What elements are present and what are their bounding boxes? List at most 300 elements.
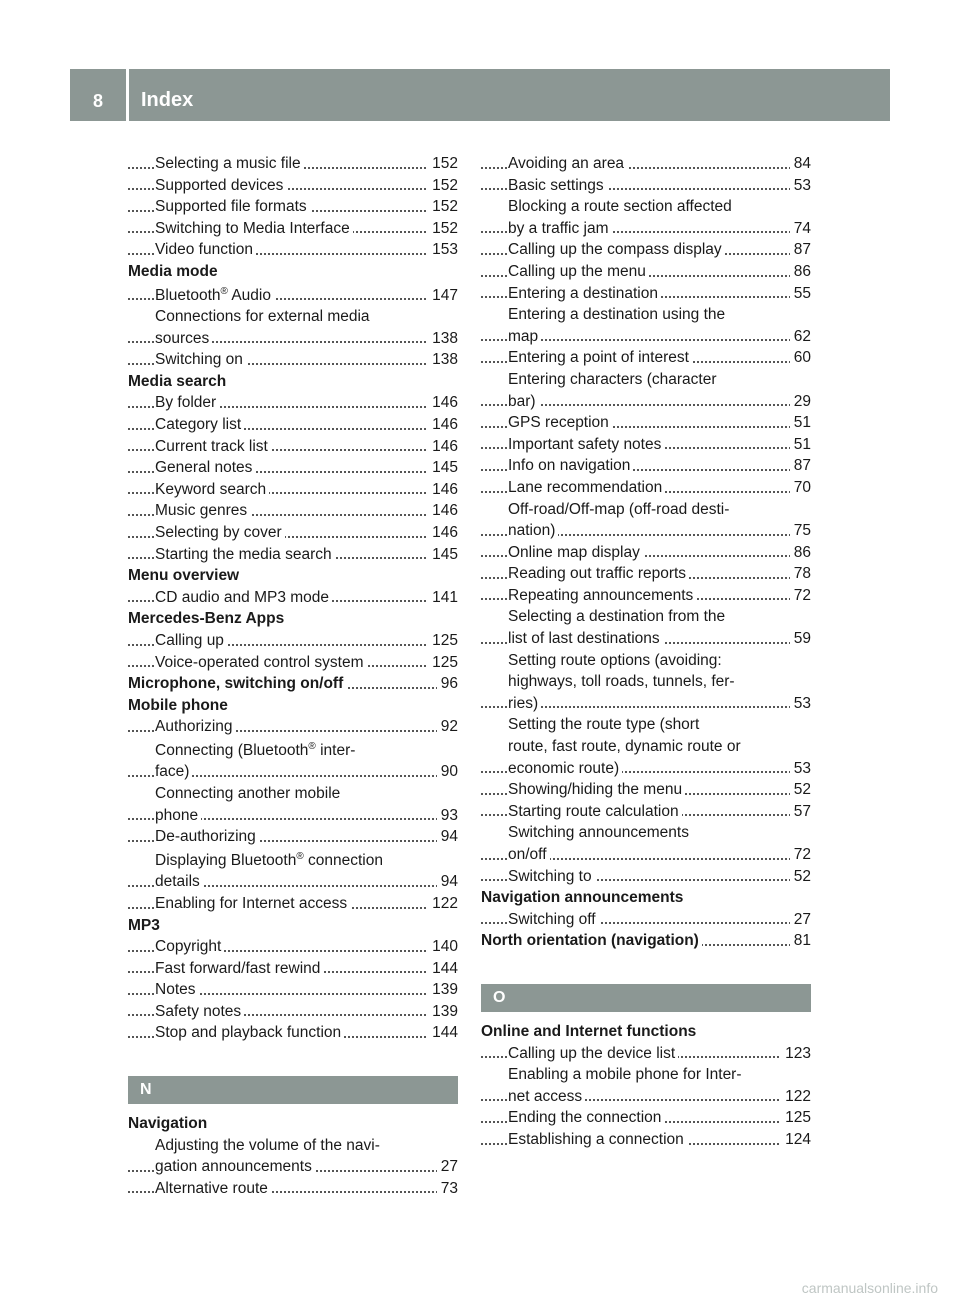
entry-label: Category list xyxy=(155,416,242,434)
section-gap xyxy=(128,1104,458,1113)
entry-text xyxy=(155,546,335,563)
index-entry[interactable] xyxy=(128,1022,458,1044)
page-ref[interactable]: 147 xyxy=(428,283,458,307)
entry-label: Adjusting the volume of the navi- xyxy=(155,1136,380,1154)
index-entry[interactable] xyxy=(128,414,458,436)
entry-text xyxy=(155,394,219,411)
entry-text xyxy=(508,1066,742,1083)
page-ref[interactable]: 138 xyxy=(428,349,458,371)
entry-text xyxy=(508,911,599,928)
page-ref[interactable]: 146 xyxy=(428,479,458,501)
entry-label: Navigation xyxy=(128,1115,208,1133)
entry-label: Enabling for Internet access xyxy=(155,894,348,912)
entry-text xyxy=(508,155,627,172)
page-ref[interactable]: 125 xyxy=(428,630,458,652)
index-entry[interactable] xyxy=(481,866,811,888)
page-ref[interactable]: 27 xyxy=(437,1156,458,1178)
page-ref[interactable]: 124 xyxy=(781,1129,811,1151)
page-ref[interactable]: 86 xyxy=(790,542,811,564)
section-gap xyxy=(481,952,811,984)
index-entry[interactable] xyxy=(481,779,811,801)
entry-label: sources xyxy=(155,329,210,347)
entry-text xyxy=(508,241,725,258)
page-ref[interactable]: 92 xyxy=(437,716,458,738)
entry-label: gation announcements xyxy=(155,1158,312,1176)
entry-text xyxy=(508,781,685,798)
entry-label: Video function xyxy=(155,241,253,259)
entry-label: Starting the media search xyxy=(155,545,332,563)
page-ref[interactable]: 75 xyxy=(790,520,811,542)
index-entry xyxy=(481,650,811,672)
page-ref[interactable]: 152 xyxy=(428,218,458,240)
index-entry[interactable] xyxy=(481,153,811,175)
entry-label: Selecting a music file xyxy=(155,155,301,172)
page-ref[interactable]: 53 xyxy=(790,175,811,197)
page-ref[interactable]: 59 xyxy=(790,628,811,650)
index-entry xyxy=(481,499,811,521)
index-entry[interactable] xyxy=(128,239,458,261)
entry-label: Setting route options (avoiding: xyxy=(508,651,722,669)
entry-label: Navigation announcements xyxy=(481,889,684,907)
index-heading xyxy=(128,915,458,937)
page-ref[interactable]: 144 xyxy=(428,1022,458,1044)
entry-label: Reading out traffic reports xyxy=(508,565,687,583)
entry-text xyxy=(508,371,716,388)
entry-text xyxy=(508,393,539,410)
page-ref[interactable]: 70 xyxy=(790,477,811,499)
index-entry[interactable] xyxy=(128,328,458,350)
index-entry[interactable] xyxy=(481,434,811,456)
entry-label: Entering a destination xyxy=(508,284,658,302)
index-entry[interactable] xyxy=(481,758,811,780)
index-entry[interactable] xyxy=(128,436,458,458)
entry-text xyxy=(155,502,250,519)
entry-text xyxy=(155,654,367,671)
watermark: carmanualsonline.info xyxy=(801,1280,938,1296)
index-entry[interactable] xyxy=(481,542,811,564)
index-heading[interactable] xyxy=(481,930,811,952)
entry-label: Entering a point of interest xyxy=(508,349,689,367)
index-entry[interactable] xyxy=(481,628,811,650)
entry-text xyxy=(155,828,259,845)
entry-text xyxy=(155,198,310,215)
entry-text xyxy=(508,738,741,755)
entry-label: Selecting a destination from the xyxy=(508,608,726,626)
entry-label: Microphone, switching on/off xyxy=(128,675,344,693)
index-entry xyxy=(481,369,811,391)
entry-text xyxy=(508,630,663,647)
entry-text xyxy=(155,459,255,476)
entry-text xyxy=(508,544,643,561)
entry-label: Authorizing xyxy=(155,718,233,736)
page-ref[interactable]: 152 xyxy=(428,153,458,175)
entry-text xyxy=(508,457,633,474)
entry-label: Calling up the menu xyxy=(508,262,646,280)
index-entry[interactable] xyxy=(128,630,458,652)
page-ref[interactable]: 86 xyxy=(790,261,811,283)
entry-label: Entering characters (character xyxy=(508,370,717,388)
page-ref[interactable]: 146 xyxy=(428,500,458,522)
page-ref[interactable]: 144 xyxy=(428,958,458,980)
page-ref[interactable]: 138 xyxy=(428,328,458,350)
entry-label: Switching on xyxy=(155,351,243,369)
index-entry xyxy=(128,738,458,762)
entry-text xyxy=(155,287,274,304)
page-ref[interactable]: 93 xyxy=(437,805,458,827)
section-gap xyxy=(481,1012,811,1021)
entry-label: bar) xyxy=(508,392,536,410)
entry-text xyxy=(508,846,550,863)
index-entry[interactable] xyxy=(128,1001,458,1023)
index-heading xyxy=(128,371,458,393)
entry-label: economic route) xyxy=(508,759,620,777)
entry-label: net access xyxy=(508,1087,583,1105)
entry-text xyxy=(508,824,689,841)
index-entry[interactable] xyxy=(128,457,458,479)
entry-text xyxy=(155,155,304,172)
entry-label: MP3 xyxy=(128,916,160,934)
page-ref[interactable]: 94 xyxy=(437,826,458,848)
entry-label: Repeating announcements xyxy=(508,586,694,604)
entry-label: map xyxy=(508,327,539,345)
registered-mark: ® xyxy=(296,850,304,862)
index-entry[interactable] xyxy=(481,477,811,499)
entry-label: Displaying Bluetooth xyxy=(155,851,297,869)
entry-text xyxy=(128,567,239,584)
header-divider xyxy=(126,69,129,121)
entry-label: Connecting (Bluetooth xyxy=(155,741,309,759)
page-ref[interactable]: 125 xyxy=(781,1107,811,1129)
index-entry xyxy=(128,848,458,872)
index-entry[interactable] xyxy=(128,196,458,218)
entry-label: Entering a destination using the xyxy=(508,306,726,324)
index-entry[interactable] xyxy=(481,391,811,413)
entry-label: Menu overview xyxy=(128,567,240,585)
page-ref[interactable]: 152 xyxy=(428,175,458,197)
entry-text xyxy=(155,895,350,912)
index-entry xyxy=(481,606,811,628)
entry-label: Copyright xyxy=(155,938,222,956)
registered-mark: ® xyxy=(220,285,228,297)
page-ref[interactable]: 72 xyxy=(790,844,811,866)
entry-text xyxy=(155,981,199,998)
index-heading xyxy=(128,608,458,630)
entry-text xyxy=(508,522,558,539)
page-ref[interactable]: 72 xyxy=(790,585,811,607)
entry-label: Calling up the compass display xyxy=(508,241,722,259)
entry-text xyxy=(155,960,323,977)
entry-text xyxy=(155,785,340,802)
index-entry[interactable] xyxy=(128,479,458,501)
entry-text xyxy=(508,263,649,280)
entry-text xyxy=(155,220,353,237)
entry-text xyxy=(128,373,226,390)
entry-label: Basic settings xyxy=(508,176,604,194)
index-entry xyxy=(128,1135,458,1157)
page-ref[interactable]: 94 xyxy=(437,871,458,893)
page-ref[interactable]: 73 xyxy=(437,1178,458,1200)
page-header xyxy=(70,69,890,121)
page-ref[interactable]: 51 xyxy=(790,412,811,434)
index-entry[interactable] xyxy=(128,958,458,980)
index-entry[interactable] xyxy=(481,1107,811,1129)
page-ref[interactable]: 87 xyxy=(790,455,811,477)
entry-label-continued: Audio xyxy=(227,286,271,304)
entry-label: Notes xyxy=(155,981,196,999)
entry-label: Showing/hiding the menu xyxy=(508,781,683,799)
entry-text xyxy=(508,760,622,777)
entry-label: Voice-operated control system xyxy=(155,653,364,671)
page-ref[interactable]: 122 xyxy=(781,1086,811,1108)
entry-label: Online map display xyxy=(508,543,640,561)
entry-label: Alternative route xyxy=(155,1179,268,1197)
page-ref[interactable]: 78 xyxy=(790,563,811,585)
page-ref[interactable]: 96 xyxy=(437,673,458,695)
entry-text xyxy=(155,330,212,347)
page-ref[interactable]: 140 xyxy=(428,936,458,958)
index-entry[interactable] xyxy=(481,585,811,607)
index-entry[interactable] xyxy=(128,871,458,893)
index-heading xyxy=(128,1113,458,1135)
entry-text xyxy=(155,351,246,368)
entry-label: Important safety notes xyxy=(508,435,662,453)
index-entry xyxy=(481,671,811,693)
entry-text xyxy=(155,524,285,541)
entry-text xyxy=(155,177,286,194)
entry-text xyxy=(508,414,612,431)
index-entry[interactable] xyxy=(481,283,811,305)
index-entry[interactable] xyxy=(128,175,458,197)
entry-label: on/off xyxy=(508,846,547,863)
entry-label: Selecting by cover xyxy=(155,524,282,541)
index-entry[interactable] xyxy=(128,716,458,738)
entry-text xyxy=(508,501,729,518)
entry-text xyxy=(155,1003,244,1020)
page-ref[interactable]: 146 xyxy=(428,436,458,458)
index-entry[interactable] xyxy=(128,652,458,674)
page-ref[interactable]: 60 xyxy=(790,347,811,369)
index-entry[interactable] xyxy=(481,563,811,585)
page-ref[interactable]: 145 xyxy=(428,457,458,479)
entry-text xyxy=(481,889,683,906)
entry-label: Lane recommendation xyxy=(508,478,663,496)
entry-text xyxy=(508,436,664,453)
page-ref[interactable]: 123 xyxy=(781,1043,811,1065)
index-entry[interactable] xyxy=(481,261,811,283)
entry-label: Online and Internet functions xyxy=(481,1022,697,1040)
entry-label: Fast forward/fast rewind xyxy=(155,959,321,977)
index-entry[interactable] xyxy=(128,979,458,1001)
index-entry[interactable] xyxy=(128,587,458,609)
page-ref[interactable]: 81 xyxy=(790,930,811,952)
index-entry[interactable] xyxy=(128,283,458,307)
index-entry[interactable] xyxy=(481,1043,811,1065)
entry-text xyxy=(508,608,725,625)
entry-text xyxy=(508,868,595,885)
index-entry[interactable] xyxy=(481,326,811,348)
index-entry[interactable] xyxy=(128,826,458,848)
entry-text xyxy=(155,938,224,955)
entry-label: Switching announcements xyxy=(508,824,689,842)
entry-text xyxy=(508,652,722,669)
index-entry[interactable] xyxy=(128,1178,458,1200)
index-entry[interactable] xyxy=(128,349,458,371)
entry-text xyxy=(508,220,612,237)
page-ref[interactable]: 53 xyxy=(790,758,811,780)
entry-label: Info on navigation xyxy=(508,457,631,475)
index-entry xyxy=(481,714,811,736)
section-gap xyxy=(128,1044,458,1076)
section-title: Index xyxy=(141,89,194,111)
entry-text xyxy=(508,479,665,496)
index-entry[interactable] xyxy=(128,153,458,175)
index-entry[interactable] xyxy=(128,805,458,827)
entry-text xyxy=(508,177,607,194)
index-heading xyxy=(481,887,811,909)
index-entry[interactable] xyxy=(481,455,811,477)
index-entry[interactable] xyxy=(128,1156,458,1178)
entry-text xyxy=(155,438,271,455)
page-ref[interactable]: 146 xyxy=(428,522,458,544)
entry-label: Setting the route type (short xyxy=(508,716,700,734)
page-ref[interactable]: 153 xyxy=(428,239,458,261)
index-entry xyxy=(481,1064,811,1086)
entry-label: GPS reception xyxy=(508,414,609,432)
page-ref[interactable]: 90 xyxy=(437,761,458,783)
entry-label: Establishing a connection xyxy=(508,1130,684,1148)
entry-label: Ending the connection xyxy=(508,1109,662,1127)
entry-label: General notes xyxy=(155,459,253,477)
index-entry xyxy=(128,783,458,805)
page-ref[interactable]: 146 xyxy=(428,392,458,414)
page-number: 8 xyxy=(92,91,103,111)
entry-label-continued: inter- xyxy=(315,741,356,759)
page-ref[interactable]: 57 xyxy=(790,801,811,823)
entry-text xyxy=(128,917,160,934)
index-entry[interactable] xyxy=(128,522,458,544)
page-ref[interactable]: 146 xyxy=(428,414,458,436)
entry-text xyxy=(155,1137,380,1154)
entry-label: Media mode xyxy=(128,262,218,280)
entry-text xyxy=(508,695,541,712)
index-entry xyxy=(481,822,811,844)
page-ref[interactable]: 53 xyxy=(790,693,811,715)
entry-text xyxy=(508,716,699,733)
page-ref[interactable]: 139 xyxy=(428,1001,458,1023)
index-heading xyxy=(128,695,458,717)
entry-text xyxy=(155,241,256,258)
entry-text xyxy=(155,807,201,824)
page-ref[interactable]: 52 xyxy=(790,779,811,801)
page-ref[interactable]: 84 xyxy=(790,153,811,175)
page-ref[interactable]: 55 xyxy=(790,283,811,305)
index-entry[interactable] xyxy=(481,520,811,542)
index-entry[interactable] xyxy=(481,218,811,240)
index-entry[interactable] xyxy=(128,761,458,783)
index-entry[interactable] xyxy=(481,844,811,866)
index-entry[interactable] xyxy=(128,500,458,522)
index-entry[interactable] xyxy=(481,801,811,823)
entry-label: route, fast route, dynamic route or xyxy=(508,738,741,756)
page-ref[interactable]: 145 xyxy=(428,544,458,566)
entry-text xyxy=(128,697,228,714)
index-entry[interactable] xyxy=(128,218,458,240)
entry-text xyxy=(508,1109,664,1126)
index-heading[interactable] xyxy=(128,673,458,695)
page-ref[interactable]: 51 xyxy=(790,434,811,456)
index-entry[interactable] xyxy=(481,175,811,197)
index-entry[interactable] xyxy=(128,544,458,566)
index-column-right xyxy=(481,153,811,1151)
index-entry[interactable] xyxy=(481,693,811,715)
entry-label: nation) xyxy=(508,522,556,540)
entry-label: Mercedes-Benz Apps xyxy=(128,610,285,628)
index-entry[interactable] xyxy=(481,347,811,369)
page-ref[interactable]: 139 xyxy=(428,979,458,1001)
entry-label: face) xyxy=(155,763,190,781)
entry-label: Keyword search xyxy=(155,480,267,498)
entry-text xyxy=(155,1024,344,1041)
entry-label: Connecting another mobile xyxy=(155,785,341,803)
page-ref[interactable]: 74 xyxy=(790,218,811,240)
index-entry[interactable] xyxy=(481,412,811,434)
index-heading xyxy=(128,261,458,283)
entry-label: ries) xyxy=(508,694,539,712)
entry-label: Stop and playback function xyxy=(155,1024,342,1042)
page-ref[interactable]: 152 xyxy=(428,196,458,218)
entry-label: Supported file formats xyxy=(155,198,307,216)
page-ref[interactable]: 29 xyxy=(790,391,811,413)
page-ref[interactable]: 87 xyxy=(790,239,811,261)
entry-label: Music genres xyxy=(155,502,248,520)
entry-label: details xyxy=(155,873,200,891)
entry-label: By folder xyxy=(155,394,217,412)
entry-text xyxy=(508,587,696,604)
index-entry[interactable] xyxy=(128,936,458,958)
registered-mark: ® xyxy=(308,740,316,752)
entry-label: Media search xyxy=(128,372,227,390)
index-entry[interactable] xyxy=(481,909,811,931)
entry-text xyxy=(508,673,735,690)
entry-text xyxy=(508,306,725,323)
index-entry xyxy=(128,306,458,328)
page-ref[interactable]: 52 xyxy=(790,866,811,888)
entry-label: Connections for external media xyxy=(155,308,370,326)
index-entry[interactable] xyxy=(481,1129,811,1151)
index-entry[interactable] xyxy=(128,893,458,915)
page-ref[interactable]: 62 xyxy=(790,326,811,348)
entry-label: Supported devices xyxy=(155,176,284,194)
page-ref[interactable]: 141 xyxy=(428,587,458,609)
page-ref[interactable]: 125 xyxy=(428,652,458,674)
index-entry[interactable] xyxy=(128,392,458,414)
index-entry[interactable] xyxy=(481,1086,811,1108)
index-entry xyxy=(481,196,811,218)
entry-text xyxy=(155,589,332,606)
page-ref[interactable]: 27 xyxy=(790,909,811,931)
entry-text xyxy=(508,1131,687,1148)
entry-label: highways, toll roads, tunnels, fer- xyxy=(508,673,735,691)
page-ref[interactable]: 122 xyxy=(428,893,458,915)
entry-label: phone xyxy=(155,806,199,824)
index-entry[interactable] xyxy=(481,239,811,261)
index-heading xyxy=(128,565,458,587)
entry-text xyxy=(155,763,192,780)
entry-label: Switching to Media Interface xyxy=(155,219,350,237)
entry-text xyxy=(508,1045,678,1062)
entry-text xyxy=(155,718,236,735)
entry-label: by a traffic jam xyxy=(508,219,609,237)
